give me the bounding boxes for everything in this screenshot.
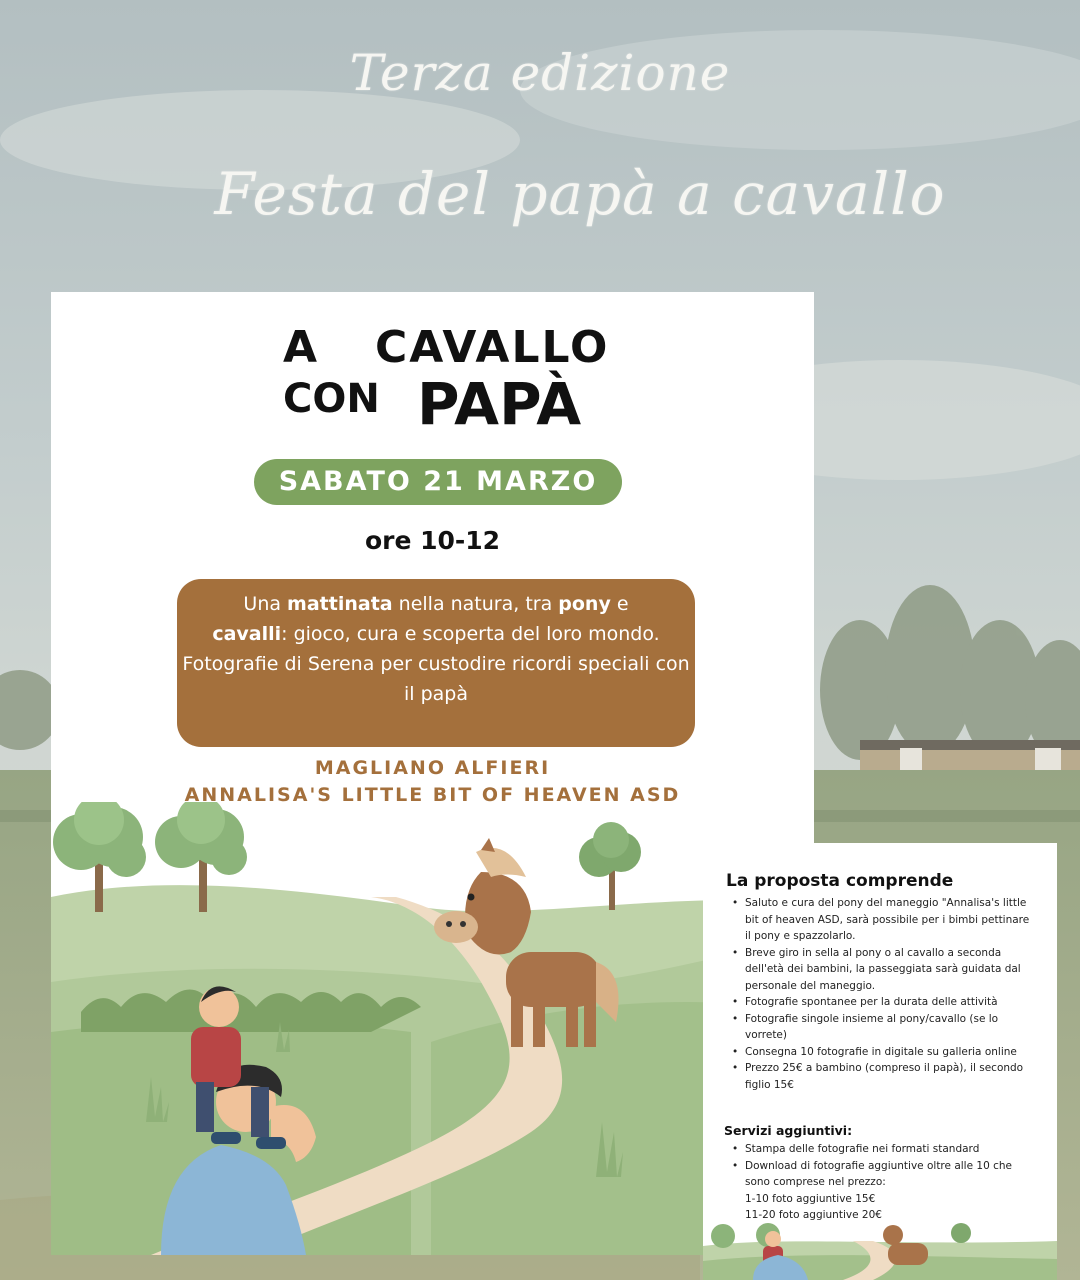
included-list <box>727 895 1037 1093</box>
list-item: • Stampa delle fotografie nei formati standard <box>727 1141 1037 1158</box>
list-item: • Saluto e cura del pony del maneggio "Annalisa's little bit of heaven ASD, sarà possibile per i bimbi pettinare il pony e spazzolarlo. <box>727 895 1037 945</box>
price-line: 11-20 foto aggiuntive 20€ <box>745 1209 882 1221</box>
poster-title-cavallo: CAVALLO <box>375 322 610 373</box>
event-description: Una mattinata nella natura, tra pony e cavalli: gioco, cura e scoperta del loro mondo. Fotografie di Serena per custodire ricordi speciali con il papà <box>177 579 695 747</box>
poster-title-papa: PAPÀ <box>417 370 582 438</box>
extra-services-title: Servizi aggiuntivi: <box>724 1123 853 1138</box>
event-hours: ore 10-12 <box>364 526 501 555</box>
details-card <box>703 843 1057 1280</box>
title-festa-papa: Festa del papà a cavallo <box>214 160 946 228</box>
list-item: • Breve giro in sella al pony o al cavallo a seconda dell'età dei bambini, la passeggiata sarà guidata dal personale del maneggio. <box>727 945 1037 995</box>
event-poster <box>51 292 814 1255</box>
price-line: 1-10 foto aggiuntive 15€ <box>745 1192 876 1205</box>
extra-services-list <box>727 1141 1037 1224</box>
mini-illustration <box>703 1221 1057 1280</box>
poster-title-con: CON <box>283 376 380 422</box>
title-terza-edizione: Terza edizione <box>349 44 731 102</box>
event-organizer: ANNALISA'S LITTLE BIT OF HEAVEN ASD <box>184 784 681 806</box>
list-item: • Prezzo 25€ a bambino (compreso il papà), il secondo figlio 15€ <box>727 1060 1037 1093</box>
list-item: • Consegna 10 fotografie in digitale su galleria online <box>727 1044 1037 1061</box>
list-item: • Fotografie spontanee per la durata delle attività <box>727 994 1037 1011</box>
event-location: MAGLIANO ALFIERI <box>314 757 551 779</box>
dad-child-horse-illustration <box>51 802 814 1255</box>
list-item: • Fotografie singole insieme al pony/cavallo (se lo vorrete) <box>727 1011 1037 1044</box>
poster-title-a: A <box>283 322 320 373</box>
details-title: La proposta comprende <box>726 871 954 891</box>
list-item: • Download di fotografie aggiuntive oltre alle 10 che sono comprese nel prezzo: <box>727 1158 1037 1191</box>
event-date-badge: SABATO 21 MARZO <box>254 459 622 505</box>
